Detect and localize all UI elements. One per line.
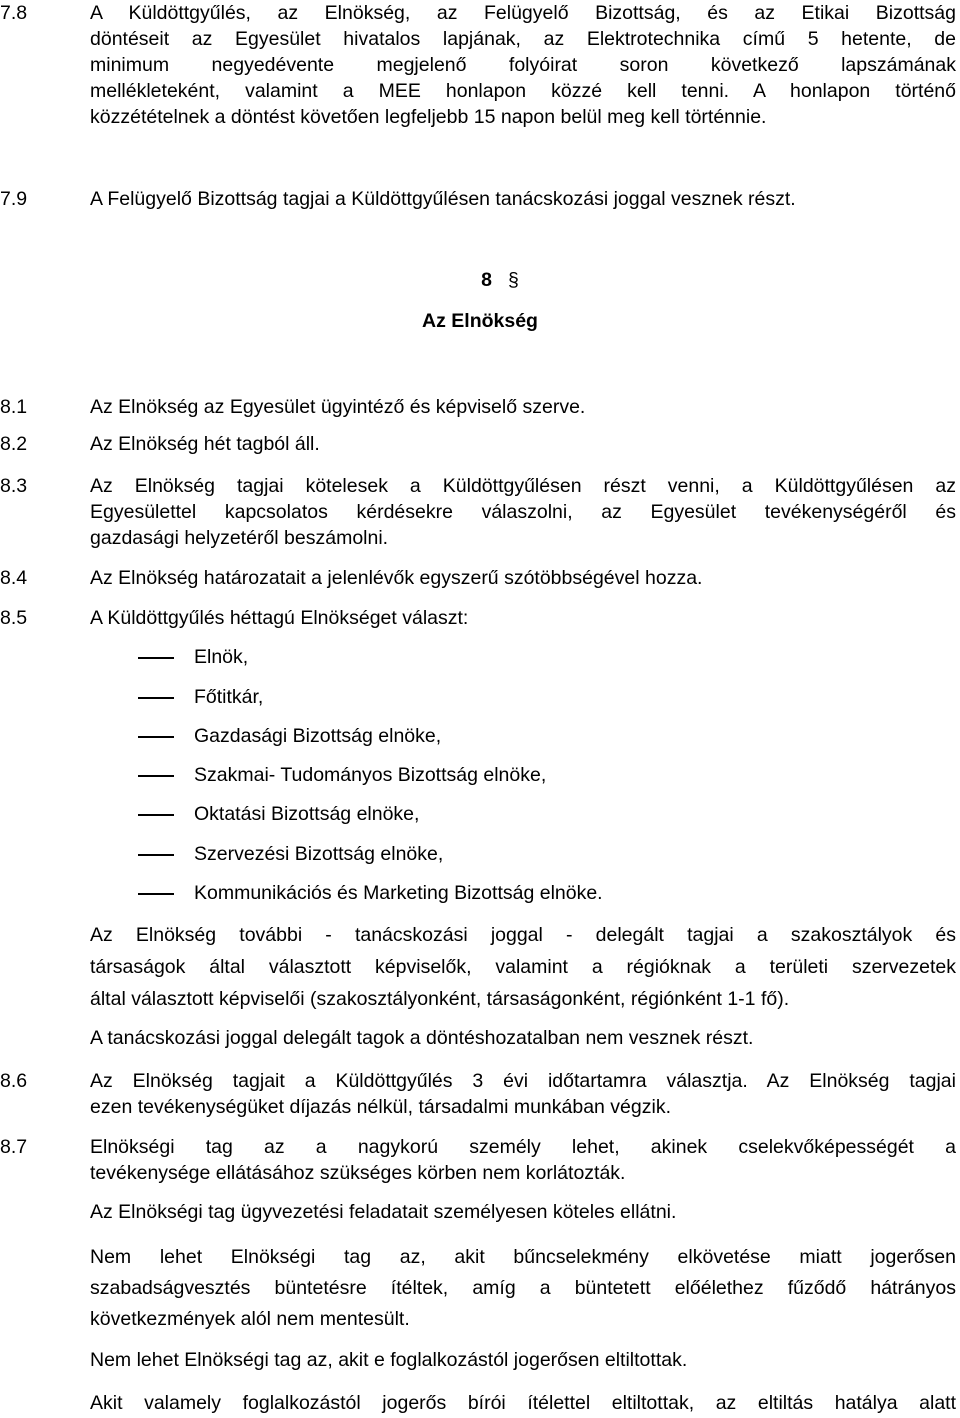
text-line: Nem lehet Elnökségi tag az, akit e foglalkozástól jogerősen eltiltottak. [90, 1349, 688, 1371]
paragraph-text [90, 605, 956, 631]
paragraph-8-5-note [0, 1025, 960, 1051]
text-line: Az Elnökség tagjai kötelesek a Küldöttgyűlésen részt venni, a Küldöttgyűlésen az [90, 475, 956, 497]
paragraph-number: 8.6 [0, 1070, 28, 1092]
paragraph-8-7 [0, 1134, 960, 1186]
paragraph-number: 7.9 [0, 188, 28, 210]
text-line: következmények alól nem mentesült. [90, 1308, 410, 1330]
paragraph-text [90, 394, 956, 420]
text-line: Egyesülettel kapcsolatos kérdésekre válaszolni, az Egyesület tevékenységéről és [90, 501, 956, 523]
list-item-text: Főtitkár, [194, 686, 264, 708]
text-line: Az Elnökségi tag ügyvezetési feladatait személyesen köteles ellátni. [90, 1201, 677, 1223]
paragraph-text [90, 1134, 956, 1186]
list-item-text: Szakmai- Tudományos Bizottság elnöke, [194, 764, 547, 786]
text-line: Akit valamely foglalkozástól jogerős bírói ítélettel eltiltottak, az eltiltás hatálya alatt [90, 1392, 956, 1414]
paragraph-number: 8.5 [0, 607, 28, 629]
dash-bullet-icon [138, 775, 174, 777]
text-line: Nem lehet Elnökségi tag az, akit bűncselekmény elkövetése miatt jogerősen [90, 1246, 956, 1268]
text-line: Az Elnökség további - tanácskozási joggal - delegált tagjai a szakosztályok és [90, 924, 956, 946]
text-line: által választott képviselői (szakosztályonként, társaságonként, régiónként 1-1 fő). [90, 988, 790, 1010]
paragraph-number: 8.4 [0, 567, 28, 589]
paragraph-text [90, 0, 956, 130]
paragraph-number: 8.1 [0, 396, 28, 418]
paragraph-8-5-delegates [0, 919, 960, 1015]
paragraph-8-5 [0, 605, 960, 631]
list-item-text: Gazdasági Bizottság elnöke, [194, 725, 442, 747]
paragraph-7-9 [0, 186, 960, 212]
paragraph-number: 7.8 [0, 2, 28, 24]
dash-bullet-icon [138, 657, 174, 659]
paragraph-8-7-prohibition [0, 1390, 960, 1416]
text-line: A Küldöttgyűlés héttagú Elnökséget választ: [90, 607, 469, 629]
paragraph-text [90, 1199, 956, 1225]
paragraph-number: 8.7 [0, 1136, 28, 1158]
text-line: Az Elnökség az Egyesület ügyintéző és képviselő szerve. [90, 396, 586, 418]
text-line: mellékleteként, valamint a MEE honlapon közzé kell tenni. A honlapon történő [90, 80, 956, 102]
paragraph-8-7-ban [0, 1347, 960, 1373]
paragraph-number: 8.2 [0, 433, 28, 455]
text-line: tevékenysége ellátásához szükséges körben nem korlátozták. [90, 1162, 626, 1184]
dash-bullet-icon [138, 854, 174, 856]
paragraph-7-8 [0, 0, 960, 130]
list-item-text: Oktatási Bizottság elnöke, [194, 803, 420, 825]
paragraph-text [90, 565, 956, 591]
section-sign-icon: § [508, 269, 519, 291]
paragraph-text [90, 473, 956, 551]
text-line: Az Elnökség határozatait a jelenlévők egyszerű szótöbbségével hozza. [90, 567, 703, 589]
text-line: ezen tevékenységüket díjazás nélkül, társadalmi munkában végzik. [90, 1096, 671, 1118]
section-number: 8 [481, 269, 492, 291]
text-line: A Felügyelő Bizottság tagjai a Küldöttgyűlésen tanácskozási joggal vesznek részt. [90, 188, 796, 210]
text-line: társaságok által választott képviselők, valamint a régióknak a területi szervezetek [90, 956, 956, 978]
dash-bullet-icon [138, 814, 174, 816]
text-line: szabadságvesztés büntetésre ítéltek, amíg a büntetett előélethez fűződő hátrányos [90, 1277, 956, 1299]
paragraph-8-6 [0, 1068, 960, 1120]
dash-bullet-icon [138, 697, 174, 699]
paragraph-8-7-duties [0, 1199, 960, 1225]
paragraph-text [90, 1068, 956, 1120]
list-item-text: Elnök, [194, 646, 249, 668]
paragraph-8-4 [0, 565, 960, 591]
paragraph-text [90, 919, 956, 1015]
paragraph-8-1 [0, 394, 960, 420]
text-line: minimum negyedévente megjelenő folyóirat soron következő lapszámának [90, 54, 956, 76]
paragraph-text [90, 431, 956, 457]
paragraph-8-3 [0, 473, 960, 551]
paragraph-text [90, 1390, 956, 1416]
text-line: A Küldöttgyűlés, az Elnökség, az Felügyelő Bizottság, és az Etikai Bizottság [90, 2, 956, 24]
list-item-text: Kommunikációs és Marketing Bizottság elnöke. [194, 882, 603, 904]
section-heading-number [0, 266, 960, 294]
dash-bullet-icon [138, 893, 174, 895]
text-line: döntéseit az Egyesület hivatalos lapjának, az Elektrotechnika című 5 hetente, de [90, 28, 956, 50]
dash-bullet-icon [138, 736, 174, 738]
paragraph-number: 8.3 [0, 475, 28, 497]
paragraph-8-7-exclusion [0, 1242, 960, 1335]
paragraph-text [90, 186, 956, 212]
paragraph-text [90, 1347, 956, 1373]
section-title-text: Az Elnökség [422, 310, 538, 332]
text-line: közzétételnek a döntést követően legfeljebb 15 napon belül meg kell történnie. [90, 106, 767, 128]
paragraph-text [90, 1242, 956, 1335]
text-line: Az Elnökség hét tagból áll. [90, 433, 320, 455]
list-item-text: Szervezési Bizottság elnöke, [194, 843, 444, 865]
paragraph-text [90, 1025, 956, 1051]
text-line: gazdasági helyzetéről beszámolni. [90, 527, 389, 549]
text-line: Az Elnökség tagjait a Küldöttgyűlés 3 évi időtartamra választja. Az Elnökség tagjai [90, 1070, 956, 1092]
text-line: A tanácskozási joggal delegált tagok a döntéshozatalban nem vesznek részt. [90, 1027, 754, 1049]
section-title [0, 307, 960, 335]
text-line: Elnökségi tag az a nagykorú személy lehet, akinek cselekvőképességét a [90, 1136, 956, 1158]
paragraph-8-2 [0, 431, 960, 457]
